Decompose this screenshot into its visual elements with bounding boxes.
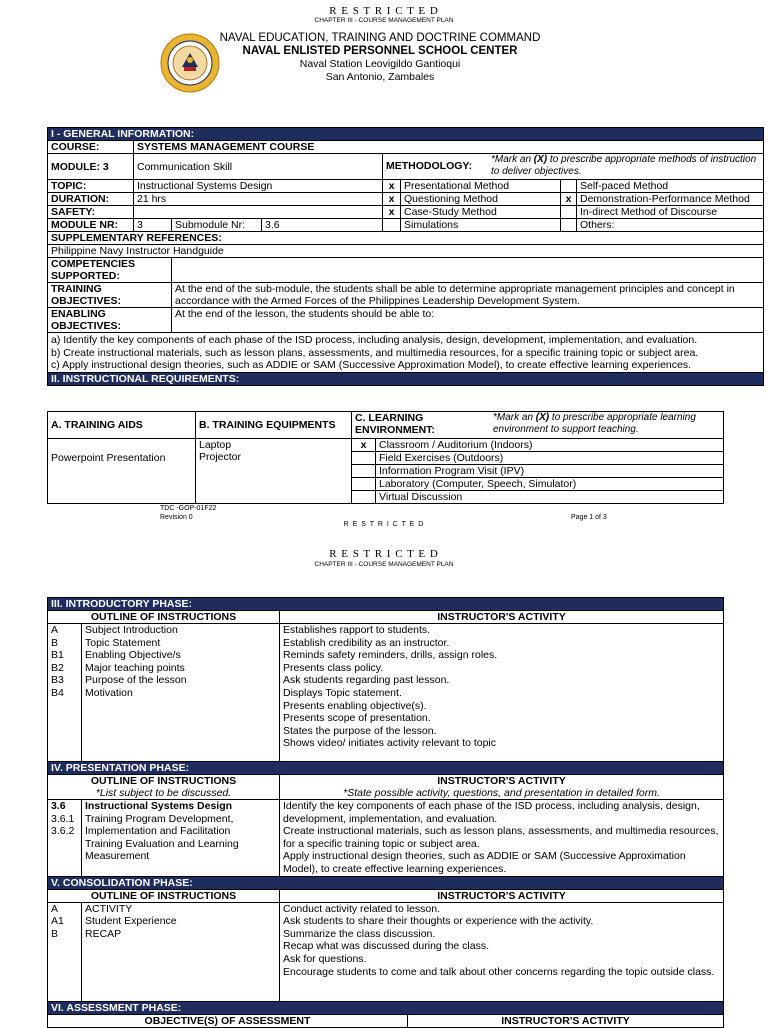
presentation-phase-header: IV. PRESENTATION PHASE:	[48, 762, 724, 775]
pres-activity-note: *State possible activity, questions, and presentation in detailed form.	[343, 787, 660, 799]
method-mark[interactable]: x	[561, 193, 577, 206]
activity-item: Summarize the class discussion.	[283, 927, 436, 940]
method-label: Demonstration-Performance Method	[577, 193, 764, 206]
activity-item: Presents class policy.	[283, 661, 384, 674]
pres-activity-header: INSTRUCTOR'S ACTIVITY *State possible activity, questions, and presentation in detailed form.	[280, 775, 724, 800]
outline-code: 3.6.2	[51, 825, 75, 838]
enabling-objectives-value: At the end of the lesson, the students should be able to:	[172, 308, 764, 333]
chapter-title-page2: CHAPTER III - COURSE MANAGEMENT PLAN	[314, 561, 454, 568]
cons-items	[82, 902, 280, 1001]
intro-outline-header: OUTLINE OF INSTRUCTIONS	[48, 611, 280, 624]
outline-item: Implementation and Facilitation	[85, 825, 231, 838]
outline-code: 3.6	[51, 800, 66, 812]
outline-item: Measurement	[85, 850, 150, 863]
env-label: Laboratory (Computer, Speech, Simulator)	[376, 478, 724, 491]
method-label: Questioning Method	[401, 193, 561, 206]
method-label: In-direct Method of Discourse	[577, 206, 764, 219]
module-value: Communication Skill	[134, 154, 383, 180]
activity-item: Ask students regarding past lesson.	[283, 674, 450, 687]
training-equip-label: B. TRAINING EQUIPMENTS	[196, 412, 352, 439]
org-line-2: NAVAL ENLISTED PERSONNEL SCHOOL CENTER	[242, 45, 518, 57]
duration-value: 21 hrs	[134, 193, 383, 206]
method-mark[interactable]: x	[383, 206, 401, 219]
outline-code: 3.6.1	[51, 812, 75, 825]
outline-item: Student Experience	[85, 915, 177, 928]
intro-codes	[48, 624, 82, 762]
org-line-1: NAVAL EDUCATION, TRAINING AND DOCTRINE COMMAND	[219, 32, 541, 44]
method-mark[interactable]	[383, 219, 401, 232]
outline-code: B	[51, 927, 59, 940]
activity-item: Ask for questions.	[283, 952, 367, 965]
activity-item: Encourage students to come and talk about other concerns regarding the topic outside class.	[283, 965, 715, 978]
intro-phase-header: III. INTRODUCTORY PHASE:	[48, 598, 724, 611]
outline-code: A	[51, 902, 59, 915]
activity-item: Displays Topic statement.	[283, 686, 402, 699]
equip-item: Laptop	[199, 439, 232, 451]
env-mark[interactable]	[352, 491, 376, 504]
env-mark[interactable]	[352, 478, 376, 491]
phases-table	[47, 597, 724, 1028]
outline-code: B3	[51, 674, 64, 687]
objective-item: b) Create instructional materials, such as lesson plans, assessments, and multimedia resources, for a specific training topic or subject area.	[51, 346, 699, 359]
general-info-table	[47, 127, 764, 386]
cons-activities	[280, 902, 724, 1001]
training-aids-label: A. TRAINING AIDS	[48, 412, 196, 439]
competencies-label: COMPETENCIES SUPPORTED:	[48, 258, 172, 283]
methodology-note: *Mark an (X) to prescribe appropriate methods of instruction to deliver objectives.	[491, 154, 757, 177]
assessment-phase-header: VI. ASSESSMENT PHASE:	[48, 1001, 724, 1014]
method-mark[interactable]	[561, 180, 577, 193]
env-mark[interactable]: x	[352, 439, 376, 452]
method-label: Self-paced Method	[577, 180, 764, 193]
assess-objective-header: OBJECTIVE(S) OF ASSESSMENT	[48, 1014, 408, 1027]
activity-item: Identify the key components of each phase of the ISD process, including analysis, design, development, implementation, and evaluation.	[283, 800, 700, 825]
course-value: SYSTEMS MANAGEMENT COURSE	[134, 141, 764, 154]
chapter-title: CHAPTER III - COURSE MANAGEMENT PLAN	[314, 17, 454, 24]
outline-item: Subject Introduction	[85, 624, 178, 636]
outline-code: B1	[51, 649, 64, 662]
method-label: Case-Study Method	[401, 206, 561, 219]
safety-value	[134, 206, 383, 219]
module-nr-value: 3	[134, 219, 172, 232]
method-mark[interactable]: x	[383, 193, 401, 206]
env-label: Classroom / Auditorium (Indoors)	[376, 439, 724, 452]
env-mark[interactable]	[352, 452, 376, 465]
activity-item: Apply instructional design theories, such as ADDIE or SAM (Successive Approximation Model), to create effective learning experiences.	[283, 850, 686, 875]
outline-code: A1	[51, 915, 64, 928]
method-mark[interactable]	[561, 206, 577, 219]
outline-item: RECAP	[85, 927, 122, 940]
outline-code: B2	[51, 661, 64, 674]
training-objectives-value: At the end of the sub-module, the students shall be able to determine appropriate management principles and concept in accordance with the Armed Forces of the Philippines Leadership Development System.	[172, 283, 764, 308]
activity-item: Shows video/ initiates activity relevant to topic	[283, 737, 497, 750]
outline-item: Training Program Development,	[85, 812, 234, 825]
activity-item: Presents enabling objective(s).	[283, 699, 427, 712]
general-info-header: I - GENERAL INFORMATION:	[48, 128, 764, 141]
restricted-top-page2: R E S T R I C T E D	[329, 548, 439, 560]
training-equip-value	[196, 439, 352, 504]
outline-item: Enabling Objective/s	[85, 649, 181, 662]
outline-item: Motivation	[85, 686, 133, 699]
methodology-cell	[383, 154, 764, 180]
learning-env-label: C. LEARNING ENVIRONMENT:	[355, 412, 435, 436]
method-label: Others:	[577, 219, 764, 232]
env-mark[interactable]	[352, 465, 376, 478]
pres-items	[82, 800, 280, 877]
instr-req-table	[47, 411, 724, 504]
pres-activities	[280, 800, 724, 877]
module-nr-label: MODULE NR:	[48, 219, 134, 232]
course-label: COURSE:	[48, 141, 134, 154]
pres-codes	[48, 800, 82, 877]
submodule-label: Submodule Nr:	[172, 219, 262, 232]
competencies-value	[172, 258, 764, 283]
outline-item: Instructional Systems Design	[85, 800, 233, 812]
consolidation-phase-header: V. CONSOLIDATION PHASE:	[48, 876, 724, 889]
footer-revision: Revision 0	[160, 514, 193, 521]
footer-page: Page 1 of 3	[571, 514, 607, 521]
method-mark[interactable]	[561, 219, 577, 232]
topic-value: Instructional Systems Design	[134, 180, 383, 193]
intro-activity-header: INSTRUCTOR'S ACTIVITY	[280, 611, 724, 624]
method-mark[interactable]: x	[383, 180, 401, 193]
methodology-label: METHODOLOGY:	[386, 160, 473, 172]
env-label: Information Program Visit (IPV)	[376, 465, 724, 478]
training-aids-value: Powerpoint Presentation	[48, 439, 196, 504]
supp-ref-value: Philippine Navy Instructor Handguide	[48, 245, 764, 258]
env-label: Virtual Discussion	[376, 491, 724, 504]
pres-outline-note: *List subject to be discussed.	[95, 787, 232, 799]
training-objectives-label: TRAINING OBJECTIVES:	[48, 283, 172, 308]
activity-item: States the purpose of the lesson.	[283, 724, 437, 737]
activity-item: Create instructional materials, such as lesson plans, assessments, and multimedia resources, for a specific training topic or subject area.	[283, 825, 719, 850]
learning-env-note: *Mark an (X) to prescribe appropriate learning environment to support teaching.	[493, 412, 696, 435]
instr-req-header: II. INSTRUCTIONAL REQUIREMENTS:	[48, 373, 764, 386]
activity-item: Establish credibility as an instructor.	[283, 636, 450, 649]
topic-label: TOPIC:	[48, 180, 134, 193]
method-label: Presentational Method	[401, 180, 561, 193]
cons-activity-header: INSTRUCTOR'S ACTIVITY	[280, 889, 724, 902]
intro-activities	[280, 624, 724, 762]
assess-activity-header: INSTRUCTOR'S ACTIVITY	[408, 1014, 724, 1027]
learning-env-cell	[352, 412, 724, 439]
cons-codes	[48, 902, 82, 1001]
module-label: MODULE: 3	[48, 154, 134, 180]
submodule-value: 3.6	[262, 219, 383, 232]
method-label: Simulations	[401, 219, 561, 232]
pres-outline-header: OUTLINE OF INSTRUCTIONS *List subject to be discussed.	[48, 775, 280, 800]
activity-item: Conduct activity related to lesson.	[283, 902, 440, 915]
outline-item: Major teaching points	[85, 661, 185, 674]
duration-label: DURATION:	[48, 193, 134, 206]
objective-item: c) Apply instructional design theories, such as ADDIE or SAM (Successive Approximation Model), to create effective learning experiences.	[51, 359, 692, 372]
outline-item: Purpose of the lesson	[85, 674, 187, 687]
supp-ref-label: SUPPLEMENTARY REFERENCES:	[48, 232, 764, 245]
outline-item: ACTIVITY	[85, 902, 133, 915]
restricted-bottom: R E S T R I C T E D	[343, 521, 425, 528]
equip-item: Projector	[199, 451, 242, 463]
org-line-3: Naval Station Leovigildo Gantioqui	[299, 58, 461, 70]
intro-items	[82, 624, 280, 762]
outline-code: A	[51, 624, 59, 636]
activity-item: Ask students to share their thoughts or experience with the activity.	[283, 915, 594, 928]
activity-item: Recap what was discussed during the class.	[283, 940, 490, 953]
cons-outline-header: OUTLINE OF INSTRUCTIONS	[48, 889, 280, 902]
restricted-top: R E S T R I C T E D	[329, 5, 439, 17]
env-label: Field Exercises (Outdoors)	[376, 452, 724, 465]
activity-item: Reminds safety reminders, drills, assign roles.	[283, 649, 498, 662]
enabling-objectives-label: ENABLING OBJECTIVES:	[48, 308, 172, 333]
outline-code: B	[51, 636, 59, 649]
outline-item: Topic Statement	[85, 636, 161, 649]
safety-label: SAFETY:	[48, 206, 134, 219]
org-line-4: San Antonio, Zambales	[325, 71, 435, 83]
footer-doc-code: TDC -GOP-01F22	[160, 505, 217, 512]
outline-code: B4	[51, 686, 64, 699]
activity-item: Presents scope of presentation.	[283, 712, 431, 725]
objectives-list	[48, 333, 764, 373]
outline-item: Training Evaluation and Learning	[85, 837, 239, 850]
objective-item: a) Identify the key components of each phase of the ISD process, including analysis, design, development, implementation, and evaluation.	[51, 334, 698, 346]
activity-item: Establishes rapport to students.	[283, 624, 431, 636]
